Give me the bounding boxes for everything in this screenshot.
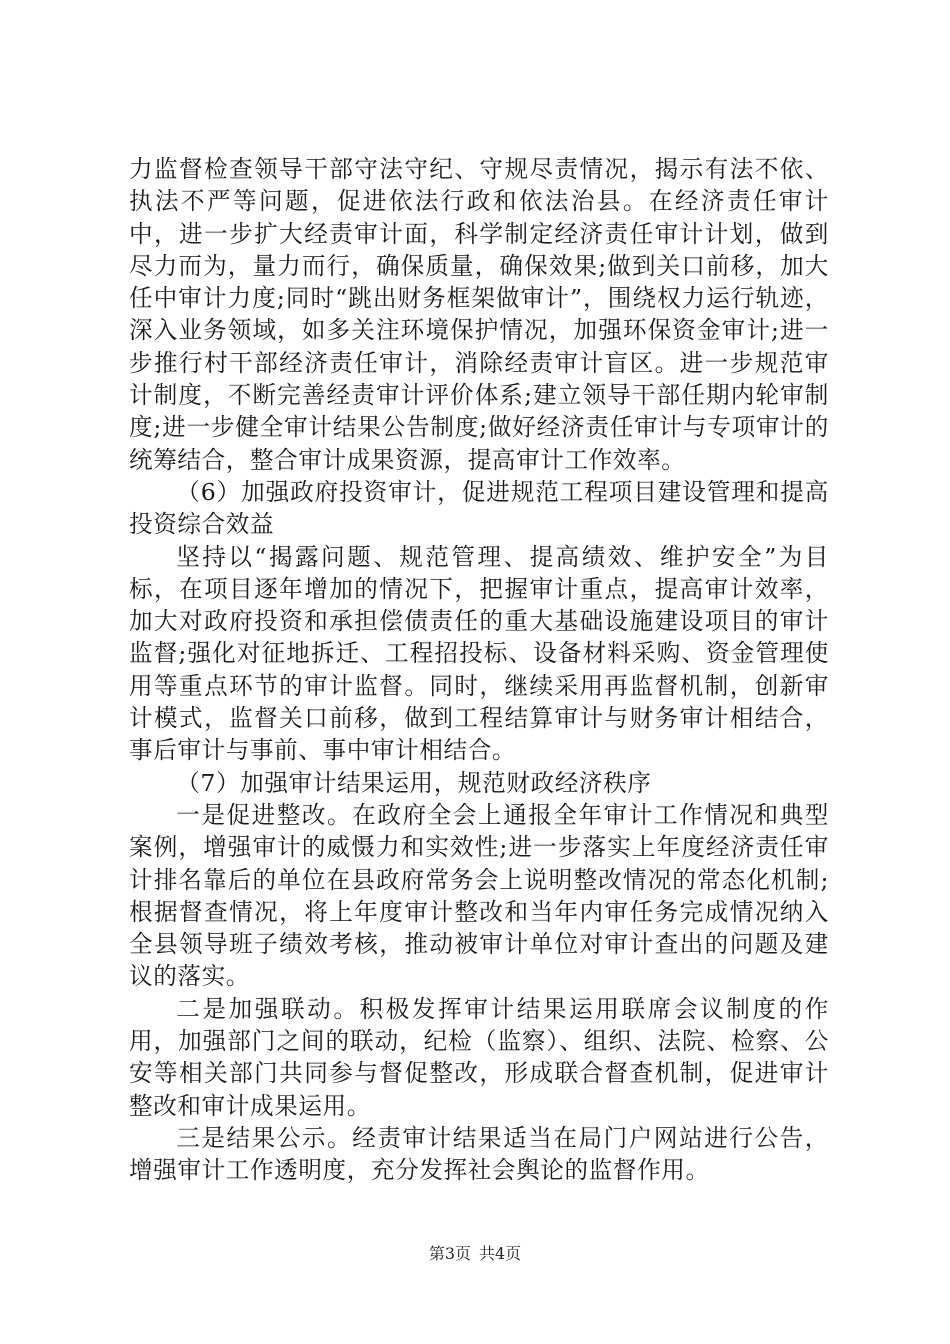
paragraph-publicity: 三是结果公示。经责审计结果适当在局门户网站进行公告，增强审计工作透明度，充分发挥社会舆论的监督作用。 — [129, 1123, 829, 1185]
paragraph-linkage: 二是加强联动。积极发挥审计结果运用联席会议制度的作用，加强部门之间的联动，纪检（监察）、组织、法院、检察、公安等相关部门共同参与督促整改，形成联合督查机制，促进审计整改和审计成果运用。 — [129, 994, 829, 1120]
page-number: 第3页 — [428, 1244, 471, 1263]
page-total: 共4页 — [479, 1244, 522, 1263]
section-heading-7: （7）加强审计结果运用，规范财政经济秩序 — [176, 768, 652, 797]
section-heading-6: （6）加强政府投资审计，促进规范工程项目建设管理和提高投资综合效益 — [129, 477, 829, 539]
paragraph-continuation: 力监督检查领导干部守法守纪、守规尽责情况，揭示有法不依、执法不严等问题，促进依法行政和依法治县。在经济责任审计中，进一步扩大经责审计面，科学制定经济责任审计计划，做到尽力而为，量力而行，确保质量，确保效果;做到关口前移，加大任中审计力度;同时“跳出财务框架做审计”，围绕权力运行轨迹，深入业务领域，如多关注环境保护情况，加强环保资金审计;进一步推行村干部经济责任审计，消除经责审计盲区。进一步规范审计制度，不断完善经责审计评价体系;建立领导干部任期内轮审制度;进一步健全审计结果公告制度;做好经济责任审计与专项审计的统筹结合，整合审计成果资源，提高审计工作效率。 — [129, 155, 829, 474]
page-footer — [0, 1244, 950, 1264]
document-body — [129, 153, 829, 1187]
paragraph-investment-audit: 坚持以“揭露问题、规范管理、提高绩效、维护安全”为目标，在项目逐年增加的情况下，把握审计重点，提高审计效率，加大对政府投资和承担偿债责任的重大基础设施建设项目的审计监督;强化对征地拆迁、工程招投标、设备材料采购、资金管理使用等重点环节的审计监督。同时，继续采用再监督机制，创新审计模式，监督关口前移，做到工程结算审计与财务审计相结合，事后审计与事前、事中审计相结合。 — [129, 542, 829, 765]
paragraph-rectification: 一是促进整改。在政府全会上通报全年审计工作情况和典型案例，增强审计的威慑力和实效性;进一步落实上年度经济责任审计排名靠后的单位在县政府常务会上说明整改情况的常态化机制;根据督查情况，将上年度审计整改和当年内审任务完成情况纳入全县领导班子绩效考核，推动被审计单位对审计查出的问题及建议的落实。 — [129, 800, 829, 991]
